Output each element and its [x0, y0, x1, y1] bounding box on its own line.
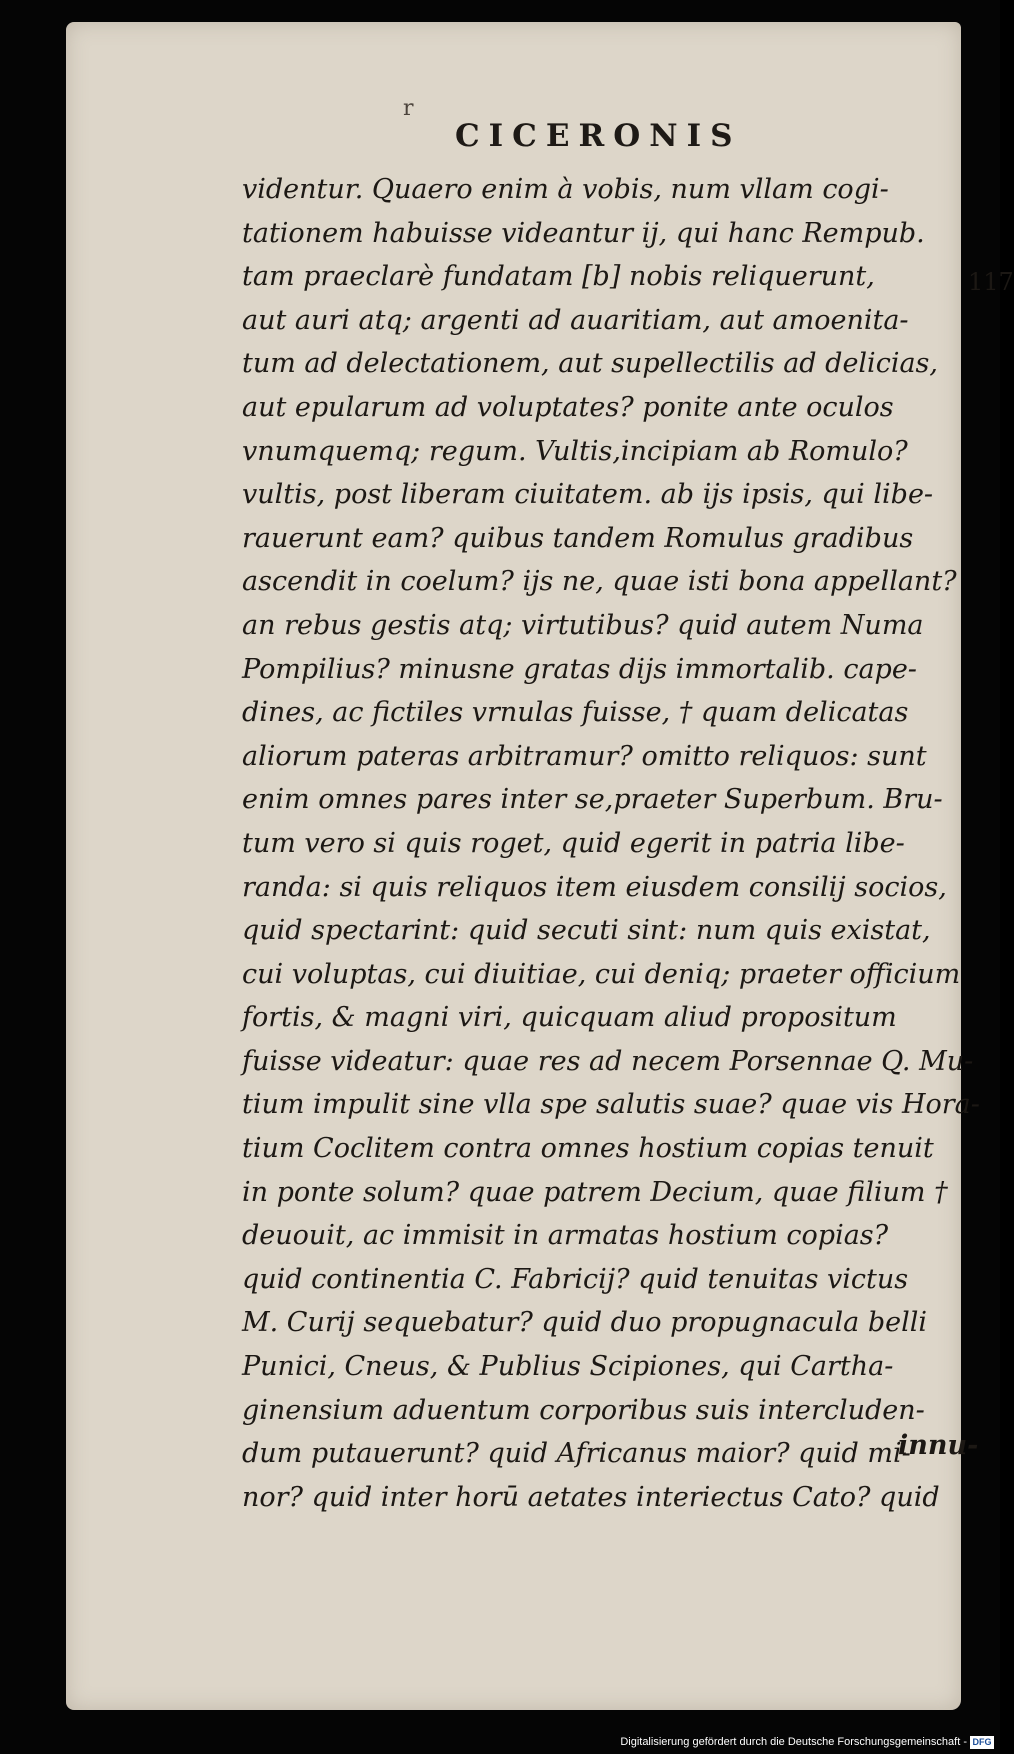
- text-line: nor? quid inter horū aetates interiectus Cato? quid: [242, 1481, 940, 1513]
- running-head: CICERONIS: [455, 118, 742, 154]
- text-line: dum putauerunt? quid Africanus maior? quid mi-: [242, 1438, 911, 1470]
- text-line: tam praeclarè fundatam [b] nobis reliquerunt,: [242, 261, 875, 293]
- text-line: dines, ac fictiles vrnulas fuisse, † quam delicatas: [242, 697, 909, 729]
- text-line: videntur. Quaero enim à vobis, num vllam cogi-: [242, 174, 889, 205]
- text-line: tum ad delectationem, aut supellectilis ad delicias,: [242, 348, 938, 380]
- text-line: aut auri atq; argenti ad auaritiam, aut amoenita-: [242, 304, 909, 336]
- text-line: fortis, & magni viri, quicquam aliud propositum: [242, 1002, 897, 1034]
- dfg-logo: DFG: [970, 1736, 994, 1749]
- text-line: tationem habuisse videantur ij, qui hanc Rempub.: [242, 217, 925, 249]
- text-line: fuisse videatur: quae res ad necem Porsennae Q. Mu-: [242, 1045, 974, 1077]
- text-line: tum vero si quis roget, quid egerit in patria libe-: [242, 827, 905, 859]
- text-line: deuouit, ac immisit in armatas hostium copias?: [242, 1220, 889, 1252]
- text-line: aut epularum ad voluptates? ponite ante oculos: [242, 391, 894, 423]
- margin-number: 117: [968, 268, 1014, 296]
- catchword: innu-: [898, 1430, 979, 1461]
- text-line: in ponte solum? quae patrem Decium, quae filium †: [242, 1176, 948, 1208]
- text-line: ascendit in coelum? ijs ne, quae isti bona appellant?: [242, 566, 957, 598]
- text-line: tium impulit sine vlla spe salutis suae? quae vis Hora-: [242, 1089, 980, 1121]
- text-line: ginensium aduentum corporibus suis intercluden-: [242, 1394, 925, 1426]
- digitization-footer: [620, 1733, 994, 1751]
- header-mark: r: [403, 96, 414, 121]
- text-line: cui voluptas, cui diuitiae, cui deniq; praeter officium: [242, 958, 961, 990]
- text-line: quid spectarint: quid secuti sint: num quis existat,: [242, 915, 931, 947]
- text-line: aliorum pateras arbitramur? omitto reliquos: sunt: [242, 740, 927, 772]
- text-line: randa: si quis reliquos item eiusdem consilij socios,: [242, 871, 947, 903]
- text-line: Punici, Cneus, & Publius Scipiones, qui Cartha-: [242, 1351, 894, 1383]
- text-line: an rebus gestis atq; virtutibus? quid autem Numa: [242, 609, 924, 641]
- text-line: quid continentia C. Fabricij? quid tenuitas victus: [242, 1263, 909, 1295]
- text-line: vultis, post liberam ciuitatem. ab ijs ipsis, qui libe-: [242, 479, 934, 511]
- text-line: enim omnes pares inter se,praeter Superbum. Bru-: [242, 784, 943, 816]
- text-line: rauerunt eam? quibus tandem Romulus gradibus: [242, 522, 914, 554]
- text-line: vnumquemq; regum. Vultis,incipiam ab Romulo?: [242, 435, 908, 467]
- text-line: M. Curij sequebatur? quid duo propugnacula belli: [242, 1307, 927, 1339]
- body-text: [242, 168, 980, 1519]
- funding-credit: Digitalisierung gefördert durch die Deutsche Forschungsgemeinschaft -: [620, 1736, 967, 1748]
- text-line: Pompilius? minusne gratas dijs immortalib. cape-: [242, 653, 917, 685]
- text-line: tium Coclitem contra omnes hostium copias tenuit: [242, 1133, 934, 1165]
